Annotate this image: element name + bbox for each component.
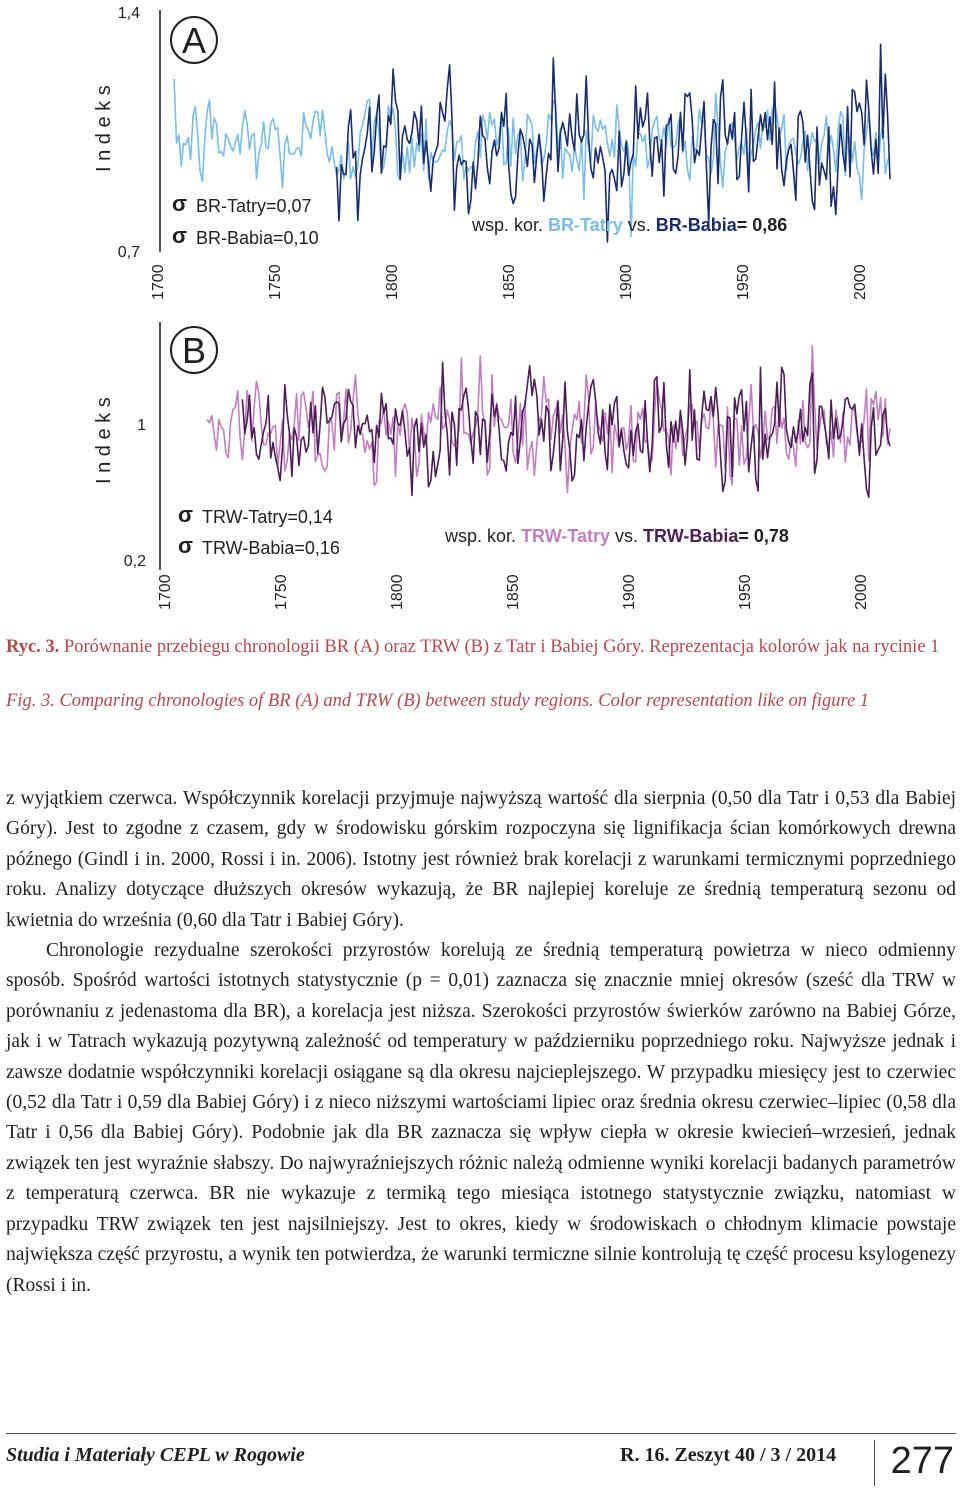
body-text — [6, 784, 956, 1301]
sigma-label: TRW-Babia=0,16 — [202, 538, 340, 558]
y-tick-label-bottom: 0,7 — [117, 244, 140, 261]
sigma-symbol: σ — [172, 191, 188, 216]
paragraph: Chronologie rezydualne szerokości przyrostów korelują ze średnią temperaturą powietrza w nieco odmienny sposób. Spośród wartości istotnych statystycznie (p = 0,01) zaznacza się znacznie mniej okresów (sześć dla TRW w porównaniu z jedenastoma dla BR), a korelacja jest niższa. Szerokości przyrostów świerków zarówno na Babiej Górze, jak i w Tatrach wykazują pozytywną zależność od temperatury w październiku poprzedniego roku. Najwyższe jednak i zawsze dodatnie współczynniki korelacji osiągane są dla okresu najcieplejszego. W przypadku miesięcy jest to czerwiec (0,52 dla Tatr i 0,59 dla Babiej Góry) i z nieco niższymi wartościami lipiec oraz średnia okresu czerwiec–lipiec (0,58 dla Tatr i 0,56 dla Babiej Góry). Podobnie jak dla BR zaznacza się wpływ ciepła w okresie kwiecień–wrzesień, jednak związek ten jest wyraźnie słabszy. Do najwyraźniejszych różnic należą odmienne wyniki korelacji badanych parametrów z temperaturą czerwca. BR nie wykazuje z termiką tego miesiąca istotnego statystycznie związku, natomiast w przypadku TRW związek ten jest najsilniejszy. Jest to okres, kiedy w środowiskach o chłodnym klimacie powstaje największa część przyrostu, a wynik ten potwierdza, że warunki termiczne silnie kontrolują tę część procesu ksylogenezy (Rossi i in. — [6, 940, 956, 1296]
chart-b-plot — [207, 346, 890, 497]
corr-series-1: TRW-Tatry — [521, 526, 611, 546]
corr-series-2: TRW-Babia — [643, 526, 739, 546]
sigma-label: TRW-Tatry=0,14 — [202, 507, 333, 527]
footer-divider — [6, 1433, 956, 1434]
x-tick-label: 1700 — [150, 264, 167, 300]
chart-b — [0, 318, 960, 618]
x-tick-label: 2000 — [853, 574, 870, 610]
x-tick-label: 1900 — [621, 574, 638, 610]
corr-series-1: BR-Tatry — [548, 215, 623, 235]
x-tick-label: 1800 — [384, 264, 401, 300]
issue-info: R. 16. Zeszyt 40 / 3 / 2014 — [620, 1444, 837, 1466]
sigma-symbol: σ — [178, 533, 194, 558]
x-tick-label: 1950 — [735, 264, 752, 300]
y-axis-label: I n d e k s — [93, 397, 115, 484]
y-axis-label: I n d e k s — [93, 85, 115, 172]
sigma-label: BR-Babia=0,10 — [196, 228, 319, 248]
y-tick-label-bottom: 0,2 — [123, 553, 146, 570]
figure-caption-en: Fig. 3. Comparing chronologies of BR (A) and TRW (B) between study regions. Color representation like on figure 1 — [6, 691, 870, 711]
paragraph: z wyjątkiem czerwca. Współczynnik korelacji przyjmuje najwyższą wartość dla sierpnia (0,50 dla Tatr i 0,53 dla Babiej Góry). Jest to zgodne z czasem, gdy w środowisku górskim rozpoczyna się lignifikacja ścian komórkowych drewna późnego (Gindl i in. 2000, Rossi i in. 2006). Istotny jest również brak korelacji z warunkami termicznymi poprzedniego roku. Analizy dotyczące dłuższych okresów wykazują, że BR najlepiej koreluje ze średnią temperaturą sezonu od kwietnia do września (0,60 dla Tatr i Babiej Góry). — [6, 788, 956, 931]
panel-label: B — [181, 330, 207, 371]
y-tick-label-top: 1 — [137, 417, 146, 434]
x-tick-label: 1950 — [737, 574, 754, 610]
caption-lead: Ryc. 3. — [6, 637, 60, 657]
y-tick-label-top: 1,4 — [117, 5, 140, 22]
x-tick-label: 1750 — [273, 574, 290, 610]
panel-label: A — [181, 20, 207, 61]
chart-a — [0, 0, 960, 318]
sigma-label: BR-Tatry=0,07 — [196, 196, 312, 216]
x-tick-label: 1850 — [501, 264, 518, 300]
corr-vs: vs. — [622, 215, 656, 235]
x-tick-labels — [157, 574, 870, 610]
page-number: 277 — [890, 1440, 954, 1482]
x-tick-label: 1800 — [389, 574, 406, 610]
x-tick-label: 1850 — [505, 574, 522, 610]
corr-prefix: wsp. kor. — [445, 526, 522, 546]
corr-vs: vs. — [610, 526, 644, 546]
sigma-symbol: σ — [172, 223, 188, 248]
corr-value: = 0,86 — [736, 215, 788, 235]
journal-title: Studia i Materiały CEPL w Rogowie — [6, 1444, 305, 1466]
footer-separator — [874, 1440, 875, 1486]
figure-caption-pl — [6, 634, 956, 661]
x-tick-label: 1900 — [618, 264, 635, 300]
x-tick-label: 1700 — [157, 574, 174, 610]
correlation-label — [471, 215, 787, 235]
correlation-label — [444, 526, 789, 546]
corr-value: = 0,78 — [738, 526, 789, 546]
x-tick-label: 1750 — [267, 264, 284, 300]
x-tick-label: 2000 — [852, 264, 869, 300]
x-tick-labels — [150, 264, 869, 300]
corr-series-2: BR-Babia — [655, 215, 737, 235]
corr-prefix: wsp. kor. — [472, 215, 549, 235]
caption-text: Porównanie przebiegu chronologii BR (A) oraz TRW (B) z Tatr i Babiej Góry. Reprezentacja kolorów jak na rycinie 1 — [59, 637, 940, 657]
sigma-symbol: σ — [178, 502, 194, 527]
